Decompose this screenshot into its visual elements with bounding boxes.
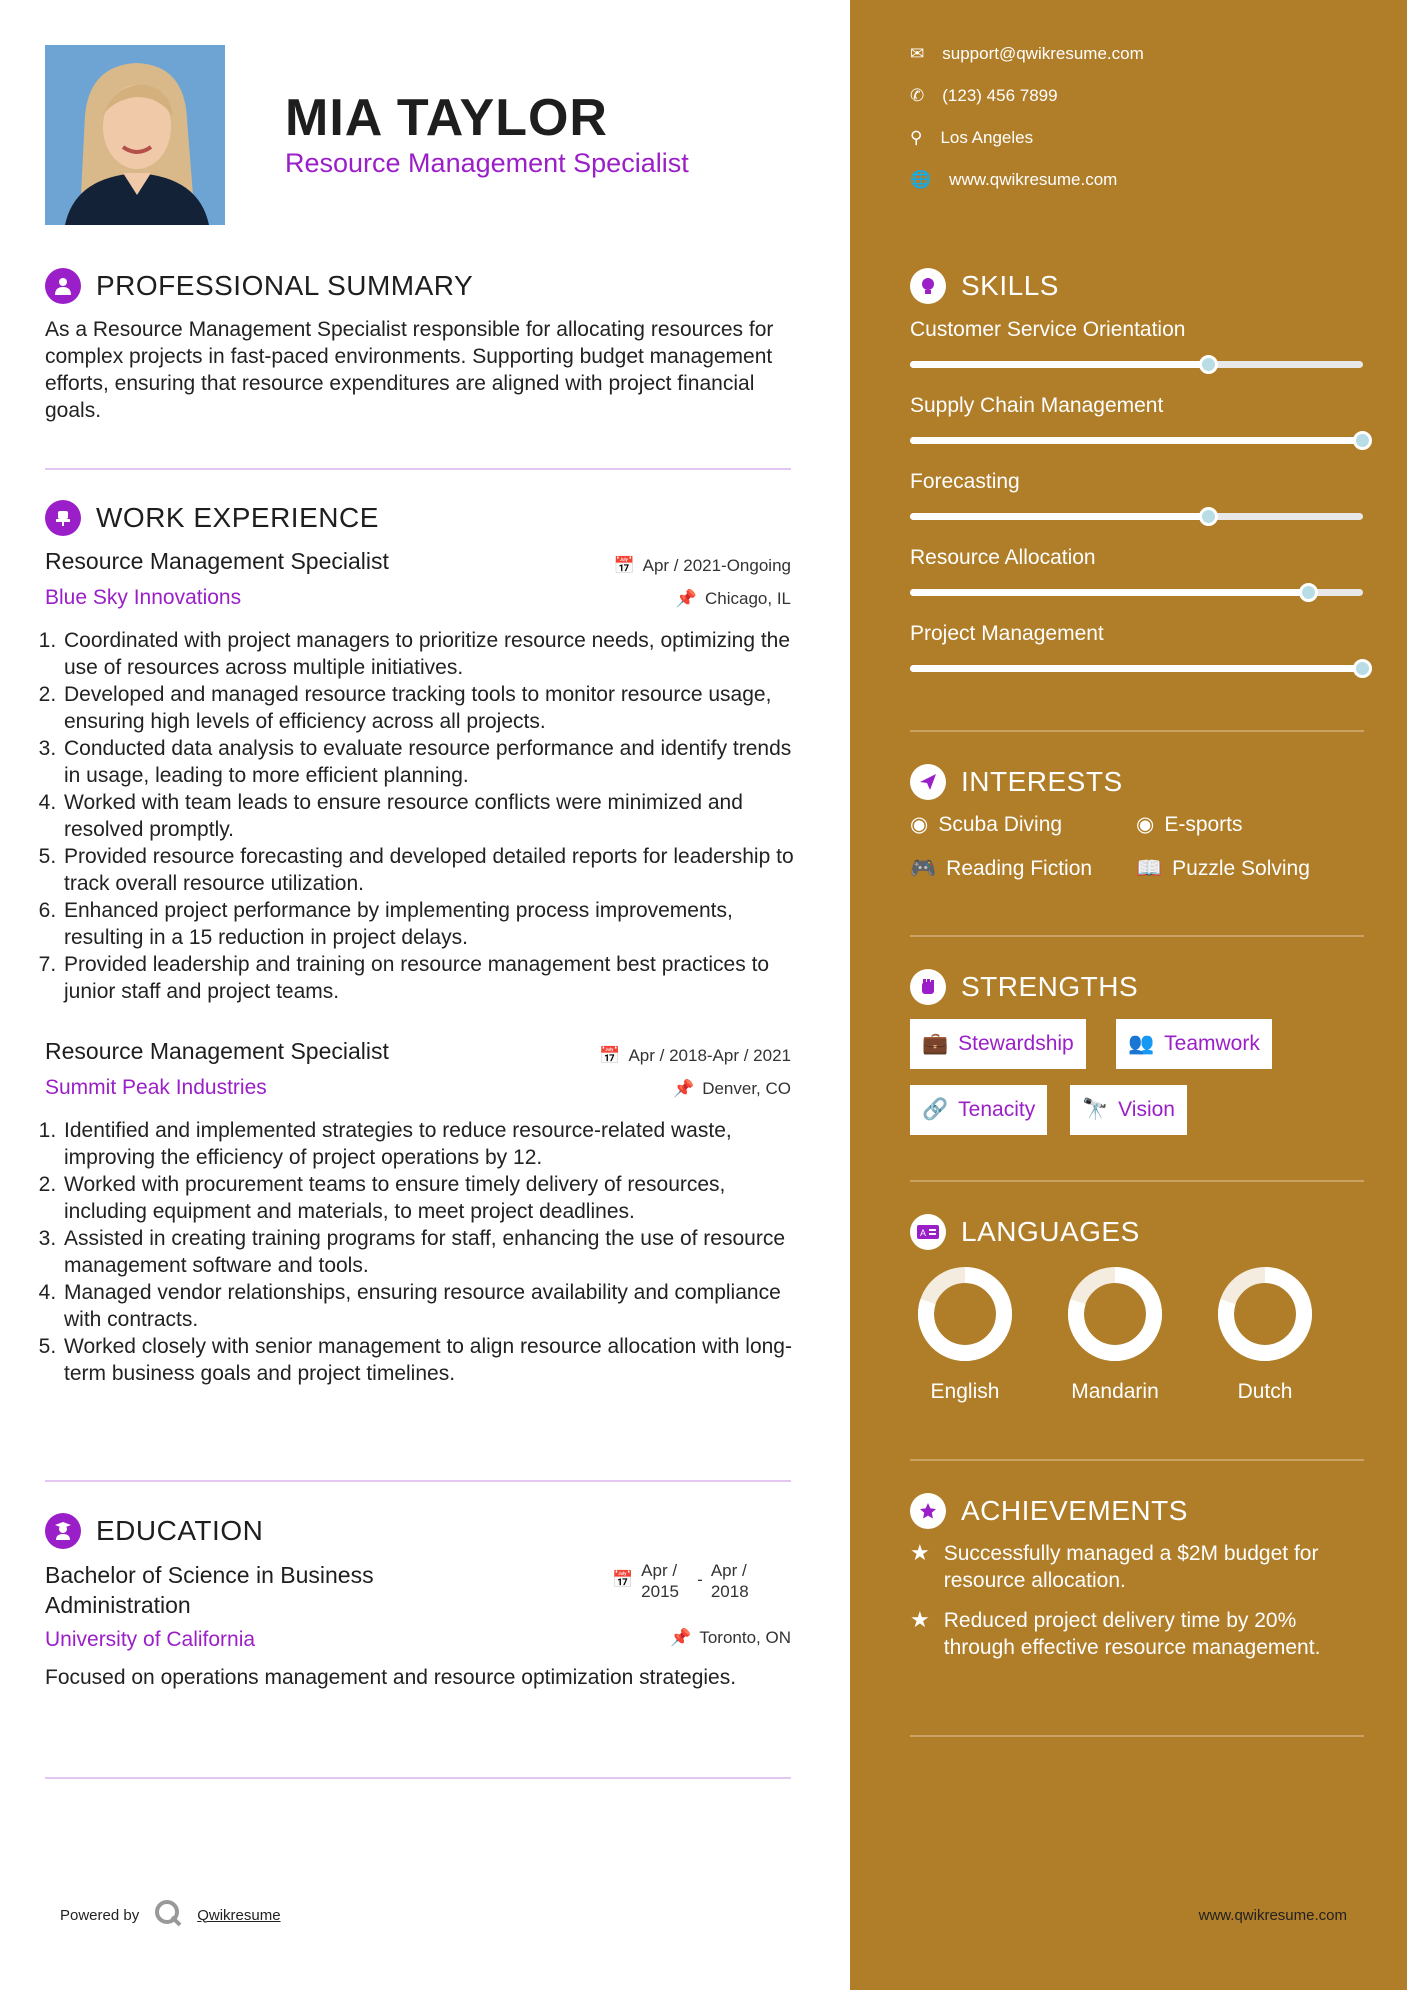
envelope-icon: ✉ [910,44,925,63]
profile-photo [45,45,225,225]
users-icon: 👥 [1128,1032,1155,1055]
list-item: 3. Assisted in creating training programs for staff, enhancing the use of resource management software and tools. [62,1225,805,1279]
list-item: 5. Worked closely with senior management to align resource allocation with long-term business goals and project timelines. [62,1333,805,1387]
job-dates-text: Apr / 2018-Apr / 2021 [628,1046,791,1065]
skill-name: Customer Service Orientation [910,318,1186,341]
language-name: Mandarin [1071,1380,1159,1403]
job-dates [613,556,791,576]
language-ring [1215,1264,1315,1369]
skill-bar-fill [910,437,1363,444]
skill-level-knob [1353,659,1372,678]
list-item: 7. Provided leadership and training on resource management best practices to junior staff and project teams. [62,951,805,1005]
divider [45,1777,791,1779]
calendar-icon: 📅 [599,1046,621,1065]
interest-item [910,812,1062,837]
experience-title: WORK EXPERIENCE [96,502,379,533]
language-ring [1065,1264,1165,1369]
languages-title: LANGUAGES [961,1216,1140,1247]
summary-text: As a Resource Management Specialist responsible for allocating resources for complex projects in fast-paced environments. Supporting budget management efforts, ensuring that resource expenditures are aligned with project financial goals. [45,318,774,422]
strength-tag [1116,1019,1272,1069]
footer-powered [60,1898,281,1932]
qwikresume-logo-icon [153,1898,183,1932]
skill-level-knob [1299,583,1318,602]
school: University of California [45,1628,256,1651]
interests-title: INTERESTS [961,766,1123,797]
skill-level-knob [1199,507,1218,526]
strength-label: Teamwork [1164,1032,1260,1055]
calendar-icon: 📅 [613,556,635,575]
skill-level-knob [1353,431,1372,450]
list-item: 3. Conducted data analysis to evaluate resource performance and identify trends in usage, leading to more efficient planning. [62,735,805,789]
skill-bar-fill [910,665,1363,672]
job-company: Blue Sky Innovations [45,586,242,609]
email-text: support@qwikresume.com [942,44,1144,63]
lightbulb-icon [910,268,946,304]
job-title: Resource Management Specialist [45,548,389,574]
education-dates [612,1560,759,1602]
graduation-icon [45,1513,81,1549]
job-location [676,589,791,609]
skill-name: Project Management [910,622,1104,645]
lifebuoy-icon: ◉ [1136,813,1155,836]
skill-bar [910,437,1363,444]
education-title: EDUCATION [96,1515,264,1546]
skill-name: Forecasting [910,470,1020,493]
strengths-title: STRENGTHS [961,971,1139,1002]
link-icon: 🔗 [922,1098,949,1121]
achievement-item [910,1540,1350,1594]
list-item: 1. Coordinated with project managers to prioritize resource needs, optimizing the use of resources across multiple initiatives. [62,627,805,681]
briefcase-chair-icon [45,500,81,536]
interest-item [910,857,1092,881]
briefcase-icon: 💼 [922,1032,949,1055]
skill-level-knob [1199,355,1218,374]
skill-name: Supply Chain Management [910,394,1164,417]
strength-tag [1070,1085,1187,1135]
summary-heading [45,268,473,304]
divider [910,1735,1364,1737]
skills-heading [910,268,1059,304]
education-location-text: Toronto, ON [699,1628,791,1647]
job-responsibilities [45,1117,805,1387]
strength-tag [910,1085,1047,1135]
interest-label: Puzzle Solving [1172,857,1310,880]
star-badge-icon [910,1493,946,1529]
skill-bar-fill [910,589,1309,596]
skill-name: Resource Allocation [910,546,1096,569]
powered-by-text: Powered by [60,1906,140,1924]
job-responsibilities [45,627,805,1005]
shooting-star-icon: ★ [910,1607,930,1632]
pin-icon: 📌 [675,589,697,608]
skill-bar [910,361,1363,368]
candidate-name: MIA TAYLOR [285,89,608,147]
sidebar [850,0,1407,1990]
education-start: Apr / 2015 [641,1561,679,1601]
strengths-heading [910,969,1138,1005]
interests-heading [910,764,1123,800]
divider [45,468,791,470]
contact-phone [910,86,1058,106]
degree: Bachelor of Science in Business Administration [45,1562,374,1618]
divider [45,1480,791,1482]
experience-heading [45,500,379,536]
divider [910,1459,1364,1461]
list-item: 4. Worked with team leads to ensure resource conflicts were minimized and resolved promptly. [62,789,805,843]
interest-item [1136,812,1243,837]
binoculars-icon: 🔭 [1082,1098,1109,1121]
interest-item [1136,857,1310,881]
globe-icon: 🌐 [910,170,932,189]
pin-icon: 📌 [670,1628,692,1647]
lifebuoy-icon: ◉ [910,813,929,836]
pin-icon: 📌 [673,1079,695,1098]
translate-icon [910,1214,946,1250]
skills-title: SKILLS [961,270,1059,301]
calendar-icon: 📅 [612,1570,634,1589]
candidate-title: Resource Management Specialist [285,148,689,178]
location-text: Los Angeles [940,128,1034,147]
interest-label: Reading Fiction [946,857,1093,880]
job-company: Summit Peak Industries [45,1076,267,1099]
date-separator: - [697,1570,703,1589]
job-location-text: Denver, CO [702,1079,791,1098]
summary-title: PROFESSIONAL SUMMARY [96,270,474,301]
education-location [670,1628,791,1648]
user-icon [45,268,81,304]
job-title: Resource Management Specialist [45,1038,389,1064]
strength-tag [910,1019,1086,1069]
strength-label: Vision [1118,1098,1175,1121]
language-name: Dutch [1237,1380,1293,1403]
contact-website [910,170,1117,190]
interest-label: E-sports [1164,812,1243,836]
phone-icon: ✆ [910,86,925,105]
svg-text:A: A [920,1228,927,1238]
map-pin-icon: ⚲ [910,128,923,147]
book-icon: 📖 [1136,857,1163,880]
strength-label: Stewardship [958,1032,1074,1055]
contact-location [910,128,1033,148]
education-end: Apr / 2018 [710,1561,749,1601]
list-item: 2. Worked with procurement teams to ensure timely delivery of resources, including equipment and materials, to meet project deadlines. [62,1171,805,1225]
language-name: English [930,1380,1000,1403]
achievements-title: ACHIEVEMENTS [961,1495,1188,1526]
achievement-item [910,1607,1350,1661]
footer-website: www.qwikresume.com [1198,1907,1347,1924]
list-item: 4. Managed vendor relationships, ensuring resource availability and compliance with contracts. [62,1279,805,1333]
phone-text: (123) 456 7899 [942,86,1058,105]
job-dates-text: Apr / 2021-Ongoing [642,556,791,575]
divider [910,1180,1364,1182]
website-text: www.qwikresume.com [949,170,1118,189]
gamepad-icon: 🎮 [910,857,937,880]
achievements-heading [910,1493,1188,1529]
list-item: 5. Provided resource forecasting and developed detailed reports for leadership to track overall resource utilization. [62,843,805,897]
language-ring [915,1264,1015,1369]
qwikresume-link[interactable]: Qwikresume [197,1906,281,1924]
skill-bar-fill [910,361,1209,368]
skill-bar [910,513,1363,520]
shooting-star-icon: ★ [910,1540,930,1565]
interest-label: Scuba Diving [938,812,1063,836]
fist-icon [910,969,946,1005]
skill-bar [910,589,1363,596]
divider [910,730,1364,732]
job-dates [599,1046,791,1066]
divider [910,935,1364,937]
achievement-text: Reduced project delivery time by 20% through effective resource management. [943,1609,1321,1659]
achievement-text: Successfully managed a $2M budget for resource allocation. [943,1542,1319,1592]
job-location [673,1079,791,1099]
list-item: 1. Identified and implemented strategies to reduce resource-related waste, improving the efficiency of project operations by 12. [62,1117,805,1171]
strength-label: Tenacity [958,1098,1036,1121]
languages-heading [910,1214,1140,1250]
skill-bar [910,665,1363,672]
job-location-text: Chicago, IL [705,589,791,608]
list-item: 2. Developed and managed resource tracking tools to monitor resource usage, ensuring high levels of efficiency across all projects. [62,681,805,735]
skill-bar-fill [910,513,1209,520]
education-description: Focused on operations management and resource optimization strategies. [45,1666,737,1689]
contact-email [910,44,1144,64]
paper-plane-icon [910,764,946,800]
list-item: 6. Enhanced project performance by implementing process improvements, resulting in a 15 reduction in project delays. [62,897,805,951]
education-heading [45,1513,263,1549]
